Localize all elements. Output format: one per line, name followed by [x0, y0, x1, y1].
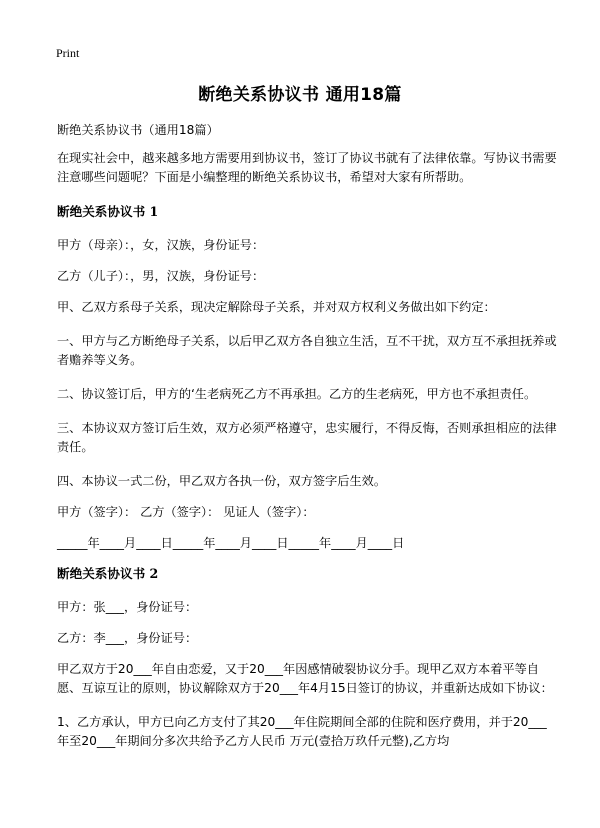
section-heading-2: 断绝关系协议书 2	[57, 566, 159, 581]
paragraph: 一、甲方与乙方断绝母子关系，以后甲乙双方各自独立生活，互不干扰，双方互不承担抚养或者赡养等义务。	[57, 334, 557, 367]
date-line: _____年____月____日_____年____月____日_____年____月____日	[57, 536, 405, 550]
paragraph: 甲、乙双方系母子关系，现决定解除母子关系，并对双方权利义务做出如下约定：	[57, 300, 496, 314]
paragraph: 乙方：李___，身份证号：	[57, 631, 198, 645]
paragraph: 甲方（母亲）：，女，汉族，身份证号：	[57, 238, 265, 252]
paragraph: 三、本协议双方签订后生效，双方必须严格遵守，忠实履行，不得反悔，否则承担相应的法律责任。	[57, 421, 557, 454]
section-heading-1: 断绝关系协议书 1	[57, 204, 159, 219]
print-link[interactable]: Print	[56, 46, 80, 60]
paragraph: 甲乙双方于20___年自由恋爱，又于20___年因感情破裂协议分手。现甲乙双方本着平等自愿、互谅互让的原则，协议解除双方于20___年4月15日签订的协议，并重新达成如下协议：	[57, 662, 553, 695]
paragraph: 四、本协议一式二份，甲乙双方各执一份，双方签字后生效。	[57, 474, 387, 488]
document-subtitle: 断绝关系协议书（通用18篇）	[57, 123, 219, 137]
paragraph: 乙方（儿子）：，男，汉族，身份证号：	[57, 269, 265, 283]
intro-paragraph: 在现实社会中，越来越多地方需要用到协议书，签订了协议书就有了法律依靠。写协议书需要注意哪些问题呢？下面是小编整理的断绝关系协议书，希望对大家有所帮助。	[57, 151, 557, 184]
signature-line: 甲方（签字）： 乙方（签字）： 见证人（签字）：	[57, 505, 315, 519]
document-body	[57, 121, 557, 766]
paragraph: 甲方：张___，身份证号：	[57, 600, 198, 614]
paragraph: 二、协议签订后，甲方的‘生老病死乙方不再承担。乙方的生老病死，甲方也不承担责任。	[57, 387, 537, 401]
page-title: 断绝关系协议书 通用18篇	[198, 85, 402, 105]
paragraph: 1、乙方承认，甲方已向乙方支付了其20___年住院期间全部的住院和医疗费用，并于20___年至20___年期间分多次共给予乙方人民币 万元(壹拾万玖仟元整),乙方均	[57, 715, 547, 748]
